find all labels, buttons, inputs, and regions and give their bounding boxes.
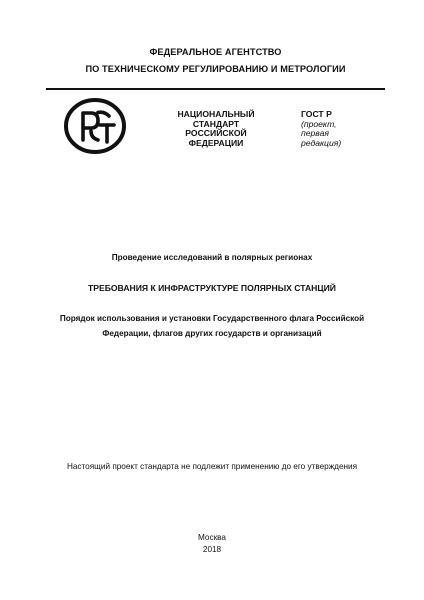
agency-header	[46, 44, 385, 90]
publication-year: 2018	[202, 545, 222, 554]
standard-line-4: ФЕДЕРАЦИИ	[188, 137, 244, 148]
gost-code: ГОСТ Р	[301, 109, 332, 119]
gost-edition-line-2: первая	[301, 128, 329, 139]
title-subtitle	[40, 312, 384, 341]
standard-line-3: РОССИЙСКОЙ	[185, 128, 247, 139]
title-main: ТРЕБОВАНИЯ К ИНФРАСТРУКТУРЕ ПОЛЯРНЫХ СТАНЦИЙ	[87, 283, 336, 293]
draft-note: Настоящий проект стандарта не подлежит применению до его утверждения	[66, 462, 358, 471]
national-standard-label	[163, 110, 269, 148]
subtitle-line-1: Порядок использования и установки Государственного флага Российской	[59, 314, 365, 323]
gost-designation	[301, 110, 381, 148]
gost-edition-line-1: (проект,	[301, 118, 337, 129]
agency-name-line-1: ФЕДЕРАЛЬНОЕ АГЕНТСТВО	[149, 47, 282, 57]
title-series: Проведение исследований в полярных регионах	[111, 253, 313, 262]
publication-city: Москва	[198, 533, 226, 542]
standard-line-2: СТАНДАРТ	[192, 118, 240, 129]
rst-logo-icon	[64, 98, 126, 154]
gost-edition-line-3: редакция)	[301, 137, 342, 148]
agency-name-line-2: ПО ТЕХНИЧЕСКОМУ РЕГУЛИРОВАНИЮ И МЕТРОЛОГИИ	[85, 64, 346, 74]
standard-line-1: НАЦИОНАЛЬНЫЙ	[177, 109, 255, 119]
subtitle-line-2: Федерации, флагов других государств и организаций	[102, 328, 322, 338]
